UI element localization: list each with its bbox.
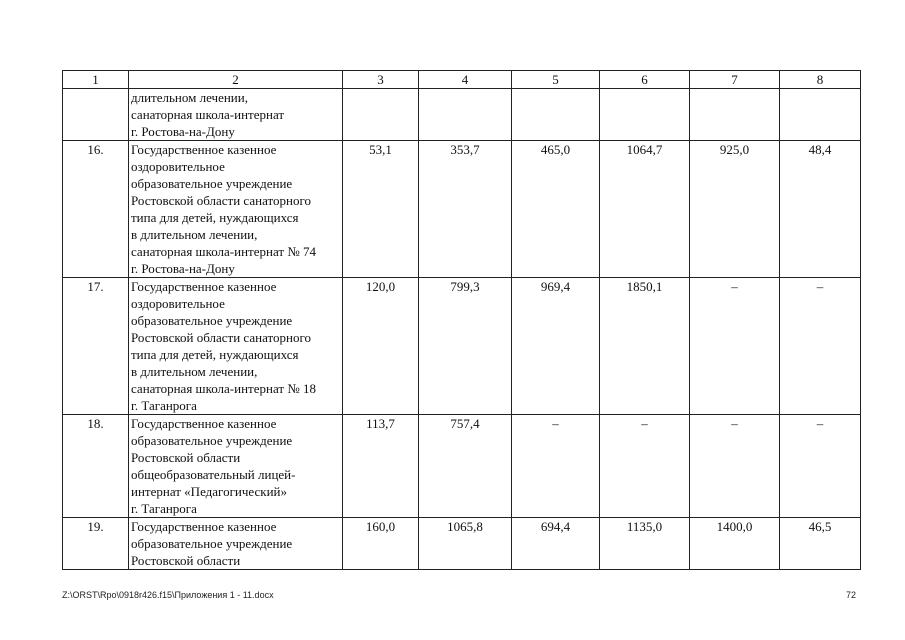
name-line: г. Таганрога	[131, 398, 197, 413]
value-cell-col-4: 1065,8	[419, 518, 512, 570]
row-number-cell: 18.	[63, 415, 129, 518]
value-cell-col-5: –	[512, 415, 600, 518]
name-line: в длительном лечении,	[131, 227, 258, 242]
header-cell: 7	[690, 71, 780, 89]
value-cell-col-8	[780, 89, 861, 141]
name-line: Государственное казенное	[131, 279, 277, 294]
name-line: в длительном лечении,	[131, 364, 258, 379]
header-cell: 2	[129, 71, 343, 89]
value-cell-col-8: –	[780, 415, 861, 518]
name-line: интернат «Педагогический»	[131, 484, 287, 499]
value-cell-col-7: 925,0	[690, 141, 780, 278]
name-line: г. Таганрога	[131, 501, 197, 516]
row-number-cell: 19.	[63, 518, 129, 570]
name-line: оздоровительное	[131, 159, 225, 174]
value-cell-col-3: 113,7	[343, 415, 419, 518]
value-cell-col-6: 1064,7	[600, 141, 690, 278]
page-number: 72	[845, 590, 856, 600]
header-cell: 4	[419, 71, 512, 89]
value-cell-col-7: –	[690, 278, 780, 415]
name-line: Государственное казенное	[131, 416, 277, 431]
value-cell-col-3: 120,0	[343, 278, 419, 415]
value-cell-col-5	[512, 89, 600, 141]
table-row	[63, 415, 861, 518]
name-line: санаторная школа-интернат № 74	[131, 244, 316, 259]
file-path: Z:\ORST\Rpo\0918r426.f15\Приложения 1 - 11.docx	[62, 590, 274, 600]
institution-name-cell	[129, 518, 343, 570]
name-line: санаторная школа-интернат № 18	[131, 381, 316, 396]
value-cell-col-7: –	[690, 415, 780, 518]
name-line: образовательное учреждение	[131, 433, 293, 448]
name-line: образовательное учреждение	[131, 536, 293, 551]
name-line: Государственное казенное	[131, 519, 277, 534]
header-cell: 3	[343, 71, 419, 89]
name-line: Ростовской области	[131, 450, 241, 465]
value-cell-col-6: 1135,0	[600, 518, 690, 570]
table-header-row	[63, 71, 861, 89]
name-line: Ростовской области санаторного	[131, 330, 311, 345]
header-cell: 6	[600, 71, 690, 89]
value-cell-col-4: 757,4	[419, 415, 512, 518]
value-cell-col-3	[343, 89, 419, 141]
value-cell-col-3: 53,1	[343, 141, 419, 278]
value-cell-col-4: 799,3	[419, 278, 512, 415]
value-cell-col-6	[600, 89, 690, 141]
value-cell-col-8: –	[780, 278, 861, 415]
name-line: г. Ростова-на-Дону	[131, 261, 235, 276]
table-row	[63, 89, 861, 141]
header-cell: 1	[63, 71, 129, 89]
value-cell-col-4: 353,7	[419, 141, 512, 278]
value-cell-col-7	[690, 89, 780, 141]
value-cell-col-7: 1400,0	[690, 518, 780, 570]
value-cell-col-5: 969,4	[512, 278, 600, 415]
row-number-cell	[63, 89, 129, 141]
name-line: общеобразовательный лицей-	[131, 467, 296, 482]
value-cell-col-5: 694,4	[512, 518, 600, 570]
value-cell-col-3: 160,0	[343, 518, 419, 570]
name-line: длительном лечении,	[131, 90, 248, 105]
table-row	[63, 141, 861, 278]
name-line: оздоровительное	[131, 296, 225, 311]
value-cell-col-4	[419, 89, 512, 141]
name-line: Государственное казенное	[131, 142, 277, 157]
name-line: типа для детей, нуждающихся	[131, 347, 299, 362]
name-line: типа для детей, нуждающихся	[131, 210, 299, 225]
value-cell-col-6: –	[600, 415, 690, 518]
name-line: образовательное учреждение	[131, 313, 293, 328]
name-line: Ростовской области	[131, 553, 241, 568]
name-line: санаторная школа-интернат	[131, 107, 285, 122]
header-cell: 8	[780, 71, 861, 89]
value-cell-col-5: 465,0	[512, 141, 600, 278]
row-number-cell: 17.	[63, 278, 129, 415]
institution-name-cell	[129, 278, 343, 415]
institution-name-cell	[129, 141, 343, 278]
table-body	[63, 71, 861, 570]
data-table	[62, 70, 861, 570]
table-row	[63, 278, 861, 415]
name-line: образовательное учреждение	[131, 176, 293, 191]
value-cell-col-6: 1850,1	[600, 278, 690, 415]
value-cell-col-8: 46,5	[780, 518, 861, 570]
name-line: Ростовской области санаторного	[131, 193, 311, 208]
row-number-cell: 16.	[63, 141, 129, 278]
institution-name-cell	[129, 89, 343, 141]
name-line: г. Ростова-на-Дону	[131, 124, 235, 139]
header-cell: 5	[512, 71, 600, 89]
value-cell-col-8: 48,4	[780, 141, 861, 278]
institution-name-cell	[129, 415, 343, 518]
table-row	[63, 518, 861, 570]
